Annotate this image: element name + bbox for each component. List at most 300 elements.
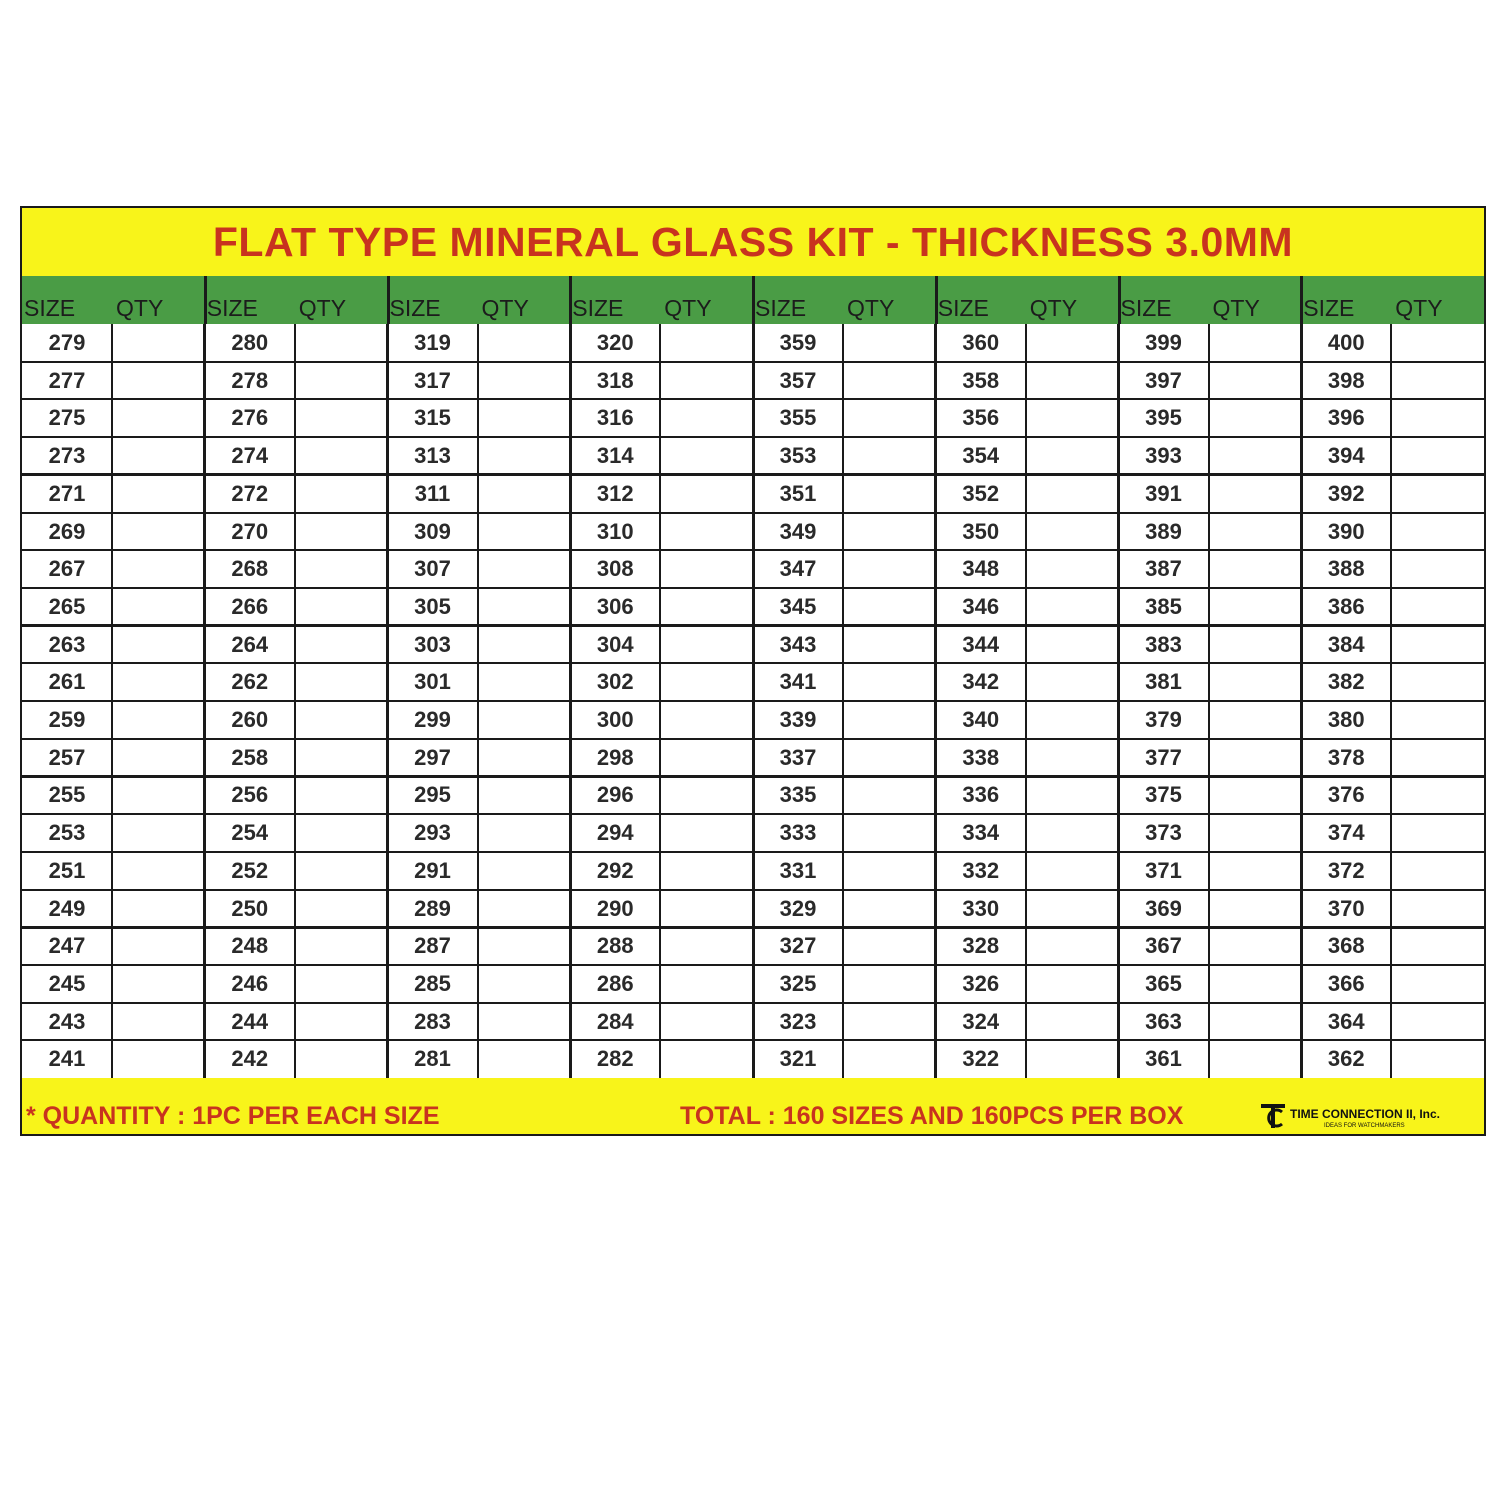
qty-cell[interactable] [662, 326, 749, 359]
qty-cell[interactable] [297, 967, 384, 1000]
qty-cell[interactable] [845, 741, 932, 774]
size-cell: 298 [596, 744, 634, 770]
qty-cell[interactable] [297, 741, 384, 774]
header-group-3 [390, 276, 569, 324]
qty-cell[interactable] [480, 401, 567, 434]
size-cell: 320 [596, 330, 634, 355]
size-cell: 250 [231, 895, 269, 921]
footer-band [22, 1078, 1484, 1134]
size-cell: 304 [596, 631, 634, 657]
size-cell: 394 [1327, 443, 1365, 469]
size-cell: 288 [596, 933, 634, 959]
qty-cell[interactable] [480, 552, 567, 585]
size-cell: 326 [962, 970, 1000, 996]
qty-cell[interactable] [845, 628, 932, 661]
size-cell: 307 [414, 556, 451, 582]
header-group-2 [207, 276, 386, 324]
qty-cell[interactable] [662, 665, 749, 698]
size-cell: 287 [414, 933, 451, 959]
qty-cell[interactable] [1393, 929, 1480, 962]
size-cell: 360 [962, 330, 1000, 355]
qty-column-header: QTY [298, 295, 347, 321]
qty-cell[interactable] [297, 477, 384, 510]
size-cell: 358 [962, 367, 1000, 393]
size-cell: 393 [1145, 443, 1182, 469]
qty-cell[interactable] [1211, 816, 1298, 849]
size-cell: 281 [414, 1046, 451, 1072]
header-group-6 [938, 276, 1117, 324]
qty-cell[interactable] [480, 439, 567, 472]
qty-cell[interactable] [1211, 590, 1298, 623]
qty-cell[interactable] [1393, 816, 1480, 849]
qty-cell[interactable] [845, 590, 932, 623]
size-cell: 283 [414, 1008, 451, 1034]
size-cell: 291 [414, 857, 451, 883]
header-separator [752, 276, 755, 324]
qty-cell[interactable] [297, 1042, 384, 1075]
size-cell: 386 [1327, 593, 1365, 619]
size-column-header: SIZE [1303, 295, 1355, 321]
qty-cell[interactable] [1211, 1042, 1298, 1075]
header-group-4 [572, 276, 751, 324]
size-cell: 368 [1327, 933, 1365, 959]
size-column-header: SIZE [206, 295, 258, 321]
qty-cell[interactable] [1028, 477, 1115, 510]
size-cell: 246 [231, 970, 269, 996]
size-cell: 248 [231, 933, 269, 959]
qty-cell[interactable] [662, 515, 749, 548]
qty-cell[interactable] [1028, 703, 1115, 736]
size-cell: 378 [1327, 744, 1365, 770]
qty-cell[interactable] [1028, 1005, 1115, 1038]
qty-cell[interactable] [662, 778, 749, 811]
qty-cell[interactable] [662, 439, 749, 472]
qty-cell[interactable] [480, 703, 567, 736]
size-cell: 260 [231, 707, 269, 732]
qty-cell[interactable] [480, 967, 567, 1000]
size-cell: 385 [1145, 593, 1182, 619]
size-cell: 318 [596, 367, 634, 393]
qty-cell[interactable] [1028, 552, 1115, 585]
qty-cell[interactable] [845, 665, 932, 698]
qty-cell[interactable] [297, 552, 384, 585]
size-cell: 273 [48, 443, 86, 469]
qty-cell[interactable] [480, 929, 567, 962]
qty-cell[interactable] [1211, 552, 1298, 585]
size-qty-divider [1025, 324, 1027, 1078]
qty-cell[interactable] [480, 741, 567, 774]
qty-cell[interactable] [480, 1042, 567, 1075]
brand-tagline: IDEAS FOR WATCHMAKERS [1324, 1123, 1405, 1129]
header-separator [935, 276, 938, 324]
qty-cell[interactable] [297, 892, 384, 925]
qty-cell[interactable] [1028, 326, 1115, 359]
size-cell: 327 [779, 933, 817, 959]
qty-cell[interactable] [480, 477, 567, 510]
qty-cell[interactable] [480, 892, 567, 925]
qty-cell[interactable] [297, 816, 384, 849]
qty-cell[interactable] [1028, 628, 1115, 661]
qty-cell[interactable] [297, 929, 384, 962]
qty-cell[interactable] [1028, 892, 1115, 925]
size-cell: 319 [414, 330, 451, 355]
size-cell: 366 [1327, 970, 1365, 996]
size-cell: 343 [779, 631, 817, 657]
qty-cell[interactable] [662, 816, 749, 849]
size-cell: 282 [596, 1046, 634, 1072]
qty-cell[interactable] [1211, 364, 1298, 397]
size-cell: 316 [596, 405, 634, 431]
size-cell: 330 [962, 895, 1000, 921]
size-cell: 302 [596, 669, 634, 695]
size-cell: 259 [48, 707, 86, 732]
qty-cell[interactable] [845, 854, 932, 887]
size-column-header: SIZE [937, 295, 989, 321]
qty-cell[interactable] [845, 967, 932, 1000]
size-cell: 363 [1145, 1008, 1182, 1034]
qty-cell[interactable] [114, 364, 201, 397]
size-cell: 242 [231, 1046, 269, 1072]
qty-cell[interactable] [1211, 477, 1298, 510]
qty-cell[interactable] [662, 1005, 749, 1038]
qty-cell[interactable] [480, 628, 567, 661]
qty-cell[interactable] [1028, 741, 1115, 774]
size-cell: 399 [1145, 330, 1182, 355]
size-cell: 335 [779, 782, 817, 808]
qty-cell[interactable] [845, 477, 932, 510]
qty-cell[interactable] [845, 401, 932, 434]
size-cell: 247 [48, 933, 86, 959]
size-cell: 350 [962, 518, 1000, 544]
qty-cell[interactable] [1393, 1042, 1480, 1075]
size-cell: 261 [48, 669, 86, 695]
size-cell: 255 [48, 782, 86, 808]
size-cell: 257 [48, 744, 86, 770]
qty-cell[interactable] [297, 401, 384, 434]
qty-cell[interactable] [1211, 665, 1298, 698]
qty-cell[interactable] [1028, 364, 1115, 397]
header-separator [204, 276, 207, 324]
qty-cell[interactable] [662, 552, 749, 585]
size-cell: 362 [1327, 1046, 1365, 1072]
qty-cell[interactable] [1028, 665, 1115, 698]
qty-cell[interactable] [114, 703, 201, 736]
qty-cell[interactable] [1028, 967, 1115, 1000]
size-qty-divider [659, 324, 661, 1078]
size-cell: 271 [48, 480, 86, 506]
header-separator [1300, 276, 1303, 324]
size-cell: 379 [1145, 707, 1182, 732]
size-cell: 349 [779, 518, 817, 544]
size-column-header: SIZE [389, 295, 441, 321]
qty-cell[interactable] [845, 1042, 932, 1075]
qty-cell[interactable] [1211, 628, 1298, 661]
size-cell: 322 [962, 1046, 1000, 1072]
qty-cell[interactable] [1028, 929, 1115, 962]
size-cell: 274 [231, 443, 269, 469]
size-cell: 286 [596, 970, 634, 996]
qty-cell[interactable] [480, 1005, 567, 1038]
qty-cell[interactable] [114, 628, 201, 661]
qty-cell[interactable] [297, 590, 384, 623]
size-cell: 364 [1327, 1008, 1365, 1034]
size-qty-divider [1208, 324, 1210, 1078]
qty-cell[interactable] [845, 816, 932, 849]
qty-cell[interactable] [1393, 515, 1480, 548]
qty-cell[interactable] [114, 778, 201, 811]
qty-cell[interactable] [114, 854, 201, 887]
size-cell: 400 [1327, 330, 1365, 355]
size-cell: 383 [1145, 631, 1182, 657]
size-cell: 321 [779, 1046, 817, 1072]
size-cell: 313 [414, 443, 451, 469]
size-cell: 365 [1145, 970, 1182, 996]
qty-column-header: QTY [847, 295, 895, 321]
qty-cell[interactable] [297, 439, 384, 472]
size-cell: 345 [779, 593, 817, 619]
qty-cell[interactable] [114, 1042, 201, 1075]
qty-cell[interactable] [480, 665, 567, 698]
size-cell: 256 [231, 782, 269, 808]
qty-cell[interactable] [1393, 439, 1480, 472]
size-cell: 339 [779, 707, 817, 732]
qty-cell[interactable] [1211, 703, 1298, 736]
size-cell: 295 [414, 782, 451, 808]
size-cell: 276 [231, 405, 269, 431]
qty-column-header: QTY [481, 295, 529, 321]
qty-cell[interactable] [480, 515, 567, 548]
qty-cell[interactable] [114, 929, 201, 962]
qty-cell[interactable] [297, 364, 384, 397]
qty-cell[interactable] [1393, 892, 1480, 925]
qty-column-header: QTY [664, 295, 712, 321]
qty-cell[interactable] [297, 515, 384, 548]
size-cell: 299 [414, 707, 451, 732]
size-cell: 244 [231, 1008, 269, 1034]
header-group-8 [1303, 276, 1482, 324]
size-cell: 361 [1145, 1046, 1182, 1072]
qty-cell[interactable] [845, 515, 932, 548]
qty-cell[interactable] [114, 401, 201, 434]
qty-cell[interactable] [845, 439, 932, 472]
qty-cell[interactable] [1211, 515, 1298, 548]
qty-cell[interactable] [662, 741, 749, 774]
size-cell: 382 [1327, 669, 1365, 695]
qty-cell[interactable] [1211, 854, 1298, 887]
qty-column-header: QTY [1212, 295, 1260, 321]
size-cell: 305 [414, 593, 451, 619]
qty-cell[interactable] [662, 892, 749, 925]
size-column-header: SIZE [1120, 295, 1172, 321]
qty-cell[interactable] [297, 1005, 384, 1038]
qty-cell[interactable] [1211, 929, 1298, 962]
size-cell: 324 [962, 1008, 1000, 1034]
size-cell: 290 [596, 895, 634, 921]
group-divider [203, 324, 206, 1078]
qty-cell[interactable] [845, 892, 932, 925]
qty-cell[interactable] [1393, 326, 1480, 359]
qty-cell[interactable] [114, 816, 201, 849]
total-note: TOTAL : 160 SIZES AND 160PCS PER BOX [680, 1102, 1184, 1130]
qty-cell[interactable] [1393, 364, 1480, 397]
size-qty-divider [111, 324, 113, 1078]
qty-cell[interactable] [297, 628, 384, 661]
qty-cell[interactable] [1393, 477, 1480, 510]
qty-cell[interactable] [1393, 1005, 1480, 1038]
qty-cell[interactable] [480, 590, 567, 623]
qty-cell[interactable] [1393, 741, 1480, 774]
size-qty-divider [477, 324, 479, 1078]
qty-cell[interactable] [114, 515, 201, 548]
qty-cell[interactable] [114, 665, 201, 698]
qty-cell[interactable] [1028, 778, 1115, 811]
qty-cell[interactable] [662, 477, 749, 510]
qty-cell[interactable] [1028, 590, 1115, 623]
qty-cell[interactable] [480, 364, 567, 397]
header-group-1 [24, 276, 203, 324]
qty-cell[interactable] [1211, 439, 1298, 472]
size-cell: 284 [596, 1008, 634, 1034]
qty-cell[interactable] [1028, 854, 1115, 887]
size-cell: 264 [231, 631, 269, 657]
qty-cell[interactable] [1211, 1005, 1298, 1038]
size-cell: 338 [962, 744, 1000, 770]
size-cell: 390 [1327, 518, 1365, 544]
qty-cell[interactable] [662, 401, 749, 434]
size-cell: 280 [231, 330, 269, 355]
size-cell: 312 [596, 480, 634, 506]
qty-cell[interactable] [662, 590, 749, 623]
size-cell: 311 [414, 480, 451, 506]
size-cell: 263 [48, 631, 86, 657]
qty-cell[interactable] [1028, 439, 1115, 472]
qty-cell[interactable] [845, 703, 932, 736]
qty-cell[interactable] [297, 703, 384, 736]
size-cell: 370 [1327, 895, 1365, 921]
qty-cell[interactable] [297, 854, 384, 887]
qty-cell[interactable] [297, 326, 384, 359]
qty-cell[interactable] [297, 665, 384, 698]
qty-column-header: QTY [116, 295, 164, 321]
qty-cell[interactable] [1028, 1042, 1115, 1075]
glass-kit-card [20, 206, 1486, 1136]
qty-cell[interactable] [845, 552, 932, 585]
size-cell: 337 [779, 744, 817, 770]
qty-cell[interactable] [1211, 401, 1298, 434]
qty-cell[interactable] [1211, 741, 1298, 774]
size-cell: 381 [1145, 669, 1182, 695]
qty-cell[interactable] [662, 703, 749, 736]
kit-title: FLAT TYPE MINERAL GLASS KIT - THICKNESS 3.0MM [212, 218, 1294, 265]
qty-cell[interactable] [480, 854, 567, 887]
size-cell: 372 [1327, 857, 1365, 883]
size-cell: 384 [1327, 631, 1365, 657]
qty-cell[interactable] [1393, 401, 1480, 434]
quantity-note: * QUANTITY : 1PC PER EACH SIZE [26, 1102, 440, 1130]
qty-cell[interactable] [114, 552, 201, 585]
size-cell: 373 [1145, 820, 1182, 846]
qty-cell[interactable] [845, 326, 932, 359]
qty-cell[interactable] [662, 929, 749, 962]
qty-cell[interactable] [114, 590, 201, 623]
qty-cell[interactable] [1393, 854, 1480, 887]
qty-cell[interactable] [1393, 628, 1480, 661]
qty-cell[interactable] [845, 778, 932, 811]
size-cell: 333 [779, 820, 817, 846]
qty-cell[interactable] [662, 1042, 749, 1075]
size-cell: 357 [779, 367, 817, 393]
qty-cell[interactable] [1028, 816, 1115, 849]
qty-cell[interactable] [845, 929, 932, 962]
qty-cell[interactable] [662, 854, 749, 887]
qty-column-header: QTY [1029, 295, 1078, 321]
qty-cell[interactable] [114, 326, 201, 359]
qty-cell[interactable] [1393, 703, 1480, 736]
qty-cell[interactable] [1028, 515, 1115, 548]
qty-cell[interactable] [1393, 967, 1480, 1000]
qty-cell[interactable] [480, 778, 567, 811]
size-cell: 334 [962, 820, 1000, 846]
qty-cell[interactable] [662, 628, 749, 661]
qty-cell[interactable] [1393, 665, 1480, 698]
size-cell: 254 [231, 820, 269, 846]
size-cell: 352 [962, 480, 1000, 506]
qty-cell[interactable] [114, 741, 201, 774]
qty-cell[interactable] [480, 816, 567, 849]
size-cell: 375 [1145, 782, 1182, 808]
qty-cell[interactable] [1393, 778, 1480, 811]
size-cell: 346 [962, 593, 1000, 619]
qty-cell[interactable] [1211, 892, 1298, 925]
group-divider [752, 324, 755, 1078]
qty-cell[interactable] [845, 1005, 932, 1038]
qty-cell[interactable] [114, 892, 201, 925]
qty-cell[interactable] [662, 364, 749, 397]
qty-cell[interactable] [114, 477, 201, 510]
size-cell: 398 [1327, 367, 1365, 393]
qty-cell[interactable] [1393, 590, 1480, 623]
size-cell: 374 [1327, 820, 1365, 846]
qty-cell[interactable] [114, 1005, 201, 1038]
size-cell: 331 [779, 857, 817, 883]
qty-cell[interactable] [1028, 401, 1115, 434]
group-divider [569, 324, 572, 1078]
qty-cell[interactable] [1211, 326, 1298, 359]
size-cell: 376 [1327, 782, 1365, 808]
qty-cell[interactable] [114, 967, 201, 1000]
qty-cell[interactable] [1393, 552, 1480, 585]
size-qty-divider [294, 324, 296, 1078]
size-cell: 392 [1327, 480, 1365, 506]
size-cell: 301 [414, 669, 451, 695]
size-grid [22, 324, 1484, 1078]
size-cell: 356 [962, 405, 1000, 431]
qty-cell[interactable] [114, 439, 201, 472]
size-cell: 303 [414, 631, 451, 657]
size-cell: 251 [48, 857, 86, 883]
qty-cell[interactable] [845, 364, 932, 397]
size-cell: 329 [779, 895, 817, 921]
qty-cell[interactable] [1211, 967, 1298, 1000]
qty-cell[interactable] [1211, 778, 1298, 811]
qty-cell[interactable] [662, 967, 749, 1000]
qty-cell[interactable] [297, 778, 384, 811]
size-cell: 285 [414, 970, 451, 996]
size-cell: 308 [596, 556, 634, 582]
size-cell: 351 [779, 480, 817, 506]
qty-cell[interactable] [480, 326, 567, 359]
size-qty-divider [842, 324, 844, 1078]
